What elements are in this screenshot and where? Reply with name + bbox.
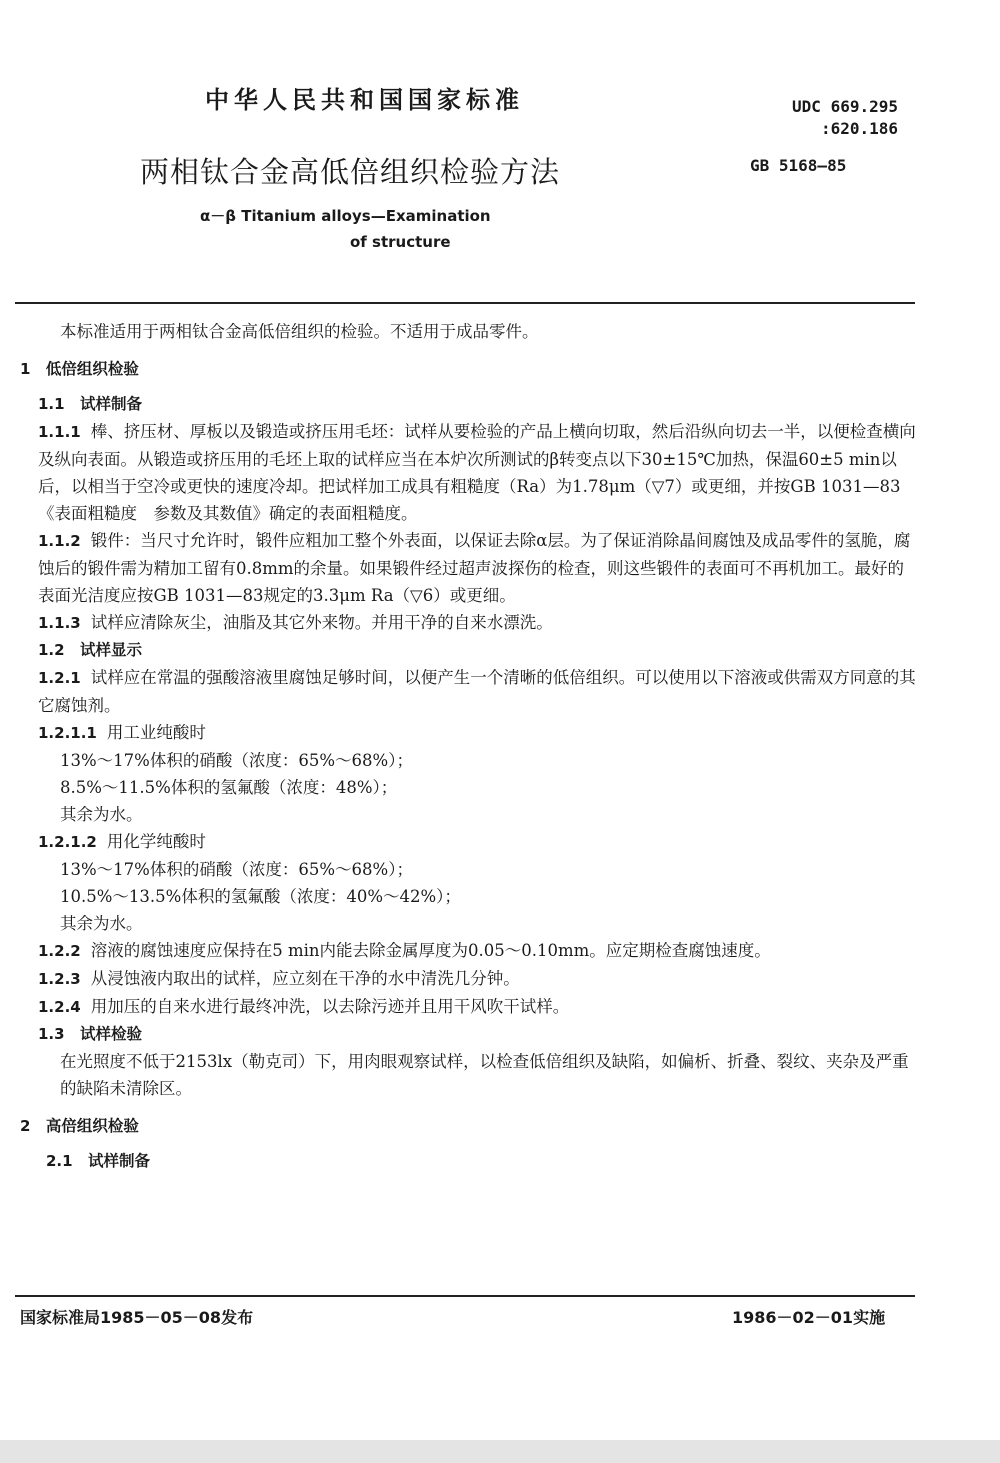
clause-number: 1.2.3 [38,970,81,988]
clause-1-2-1-1-heading [20,719,920,747]
section-1-2-heading [20,637,920,664]
english-title [200,203,630,255]
section-number: 1.2 [38,641,65,659]
section-title: 试样检验 [79,1025,142,1043]
udc-line-1: UDC 669.295 [792,97,898,116]
clause-1-2-1 [20,664,920,719]
udc-line-2: :620.186 [820,119,898,138]
udc-code [748,96,898,140]
clause-number: 1.1.3 [38,614,81,632]
recipe-line: 13%～17%体积的硝酸（浓度：65%～68%）； [60,751,413,770]
section-2-heading [20,1113,920,1140]
clause-1-2-2 [20,937,920,965]
recipe-line: 8.5%～11.5%体积的氢氟酸（浓度：48%）； [60,778,398,797]
clause-number: 1.2.1.1 [38,724,97,742]
clause-text: 试样应清除灰尘，油脂及其它外来物。并用干净的自来水漂洗。 [90,613,553,632]
section-number: 1.3 [38,1025,65,1043]
issuing-country: 中华人民共和国国家标准 [205,85,524,114]
clause-1-3-text: 在光照度不低于2153lx（勒克司）下，用肉眼观察试样，以检查低倍组织及缺陷，如偏析、折叠、裂纹、夹杂及严重的缺陷未清除区。 [60,1052,909,1098]
clause-number: 1.2.2 [38,942,81,960]
section-1-3-heading [20,1021,920,1048]
section-title: 高倍组织检验 [45,1117,139,1135]
clause-number: 1.2.1 [38,669,81,687]
clause-number: 1.2.1.2 [38,833,97,851]
recipe-line: 其余为水。 [60,805,143,824]
clause-text: 溶液的腐蚀速度应保持在5 min内能去除金属厚度为0.05～0.10mm。应定期检查腐蚀速度。 [90,941,771,960]
recipe-line: 10.5%～13.5%体积的氢氟酸（浓度：40%～42%）； [60,887,461,906]
section-title: 试样制备 [87,1152,150,1170]
viewer-bottom-margin [0,1440,1000,1463]
clause-1-1-3 [20,609,920,637]
clause-text: 从浸蚀液内取出的试样，应立刻在干净的水中清洗几分钟。 [90,969,520,988]
section-2-1-heading [20,1148,920,1175]
document-title: 两相钛合金高低倍组织检验方法 [140,155,561,189]
clause-1-1-2 [20,527,920,609]
header-rule [15,302,915,304]
clause-1-2-4 [20,993,920,1021]
recipe-line: 其余为水。 [60,914,143,933]
intro-paragraph: 本标准适用于两相钛合金高低倍组织的检验。不适用于成品零件。 [60,322,539,341]
clause-text: 棒、挤压材、厚板以及锻造或挤压用毛坯：试样从要检验的产品上横向切取，然后沿纵向切去一半，以便检查横向及纵向表面。从锻造或挤压用的毛坯上取的试样应当在本炉次所测试的β转变点以下30±15℃加热，保温60±5 min以后，以相当于空冷或更快的速度冷却。把试样加工成具有粗糙度（Ra）为1.78μm（▽7）或更细，并按GB 1031—83《表面粗糙度 参数及其数值》确定的表面粗糙度。 [38,422,916,523]
clause-number: 1.1.2 [38,532,81,550]
clause-title: 用工业纯酸时 [106,723,206,742]
section-title: 试样显示 [79,641,142,659]
section-number: 2.1 [46,1152,73,1170]
section-title: 低倍组织检验 [45,360,139,378]
english-title-line-2: of structure [350,233,451,251]
english-title-line-1: α－β Titanium alloys—Examination [200,207,491,225]
effective-date: 1986－02－01实施 [732,1308,886,1327]
clause-title: 用化学纯酸时 [106,832,206,851]
clause-text: 锻件：当尺寸允许时，锻件应粗加工整个外表面，以保证去除α层。为了保证消除晶间腐蚀及成品零件的氢脆，腐蚀后的锻件需为精加工留有0.8mm的余量。如果锻件经过超声波探伤的检查，则这些锻件的表面可不再机加工。最好的表面光洁度应按GB 1031—83规定的3.3μm Ra（▽6）或更细。 [38,531,911,605]
section-number: 1 [20,360,31,378]
section-number: 2 [20,1117,31,1135]
gb-code: GB 5168—85 [750,156,847,175]
clause-text: 试样应在常温的强酸溶液里腐蚀足够时间，以便产生一个清晰的低倍组织。可以使用以下溶液或供需双方同意的其它腐蚀剂。 [38,668,916,715]
clause-1-2-3 [20,965,920,993]
issue-date: 国家标准局1985－05－08发布 [20,1308,254,1327]
section-1-1-heading [20,391,920,418]
clause-1-2-1-2-heading [20,828,920,856]
document-body [20,318,920,1175]
section-title: 试样制备 [79,395,142,413]
recipe-line: 13%～17%体积的硝酸（浓度：65%～68%）； [60,860,413,879]
clause-text: 用加压的自来水进行最终冲洗，以去除污迹并且用干风吹干试样。 [90,997,570,1016]
clause-number: 1.1.1 [38,423,81,441]
footer-rule [15,1295,915,1297]
section-number: 1.1 [38,395,65,413]
clause-1-1-1 [20,418,920,527]
section-1-heading [20,356,920,383]
clause-number: 1.2.4 [38,998,81,1016]
